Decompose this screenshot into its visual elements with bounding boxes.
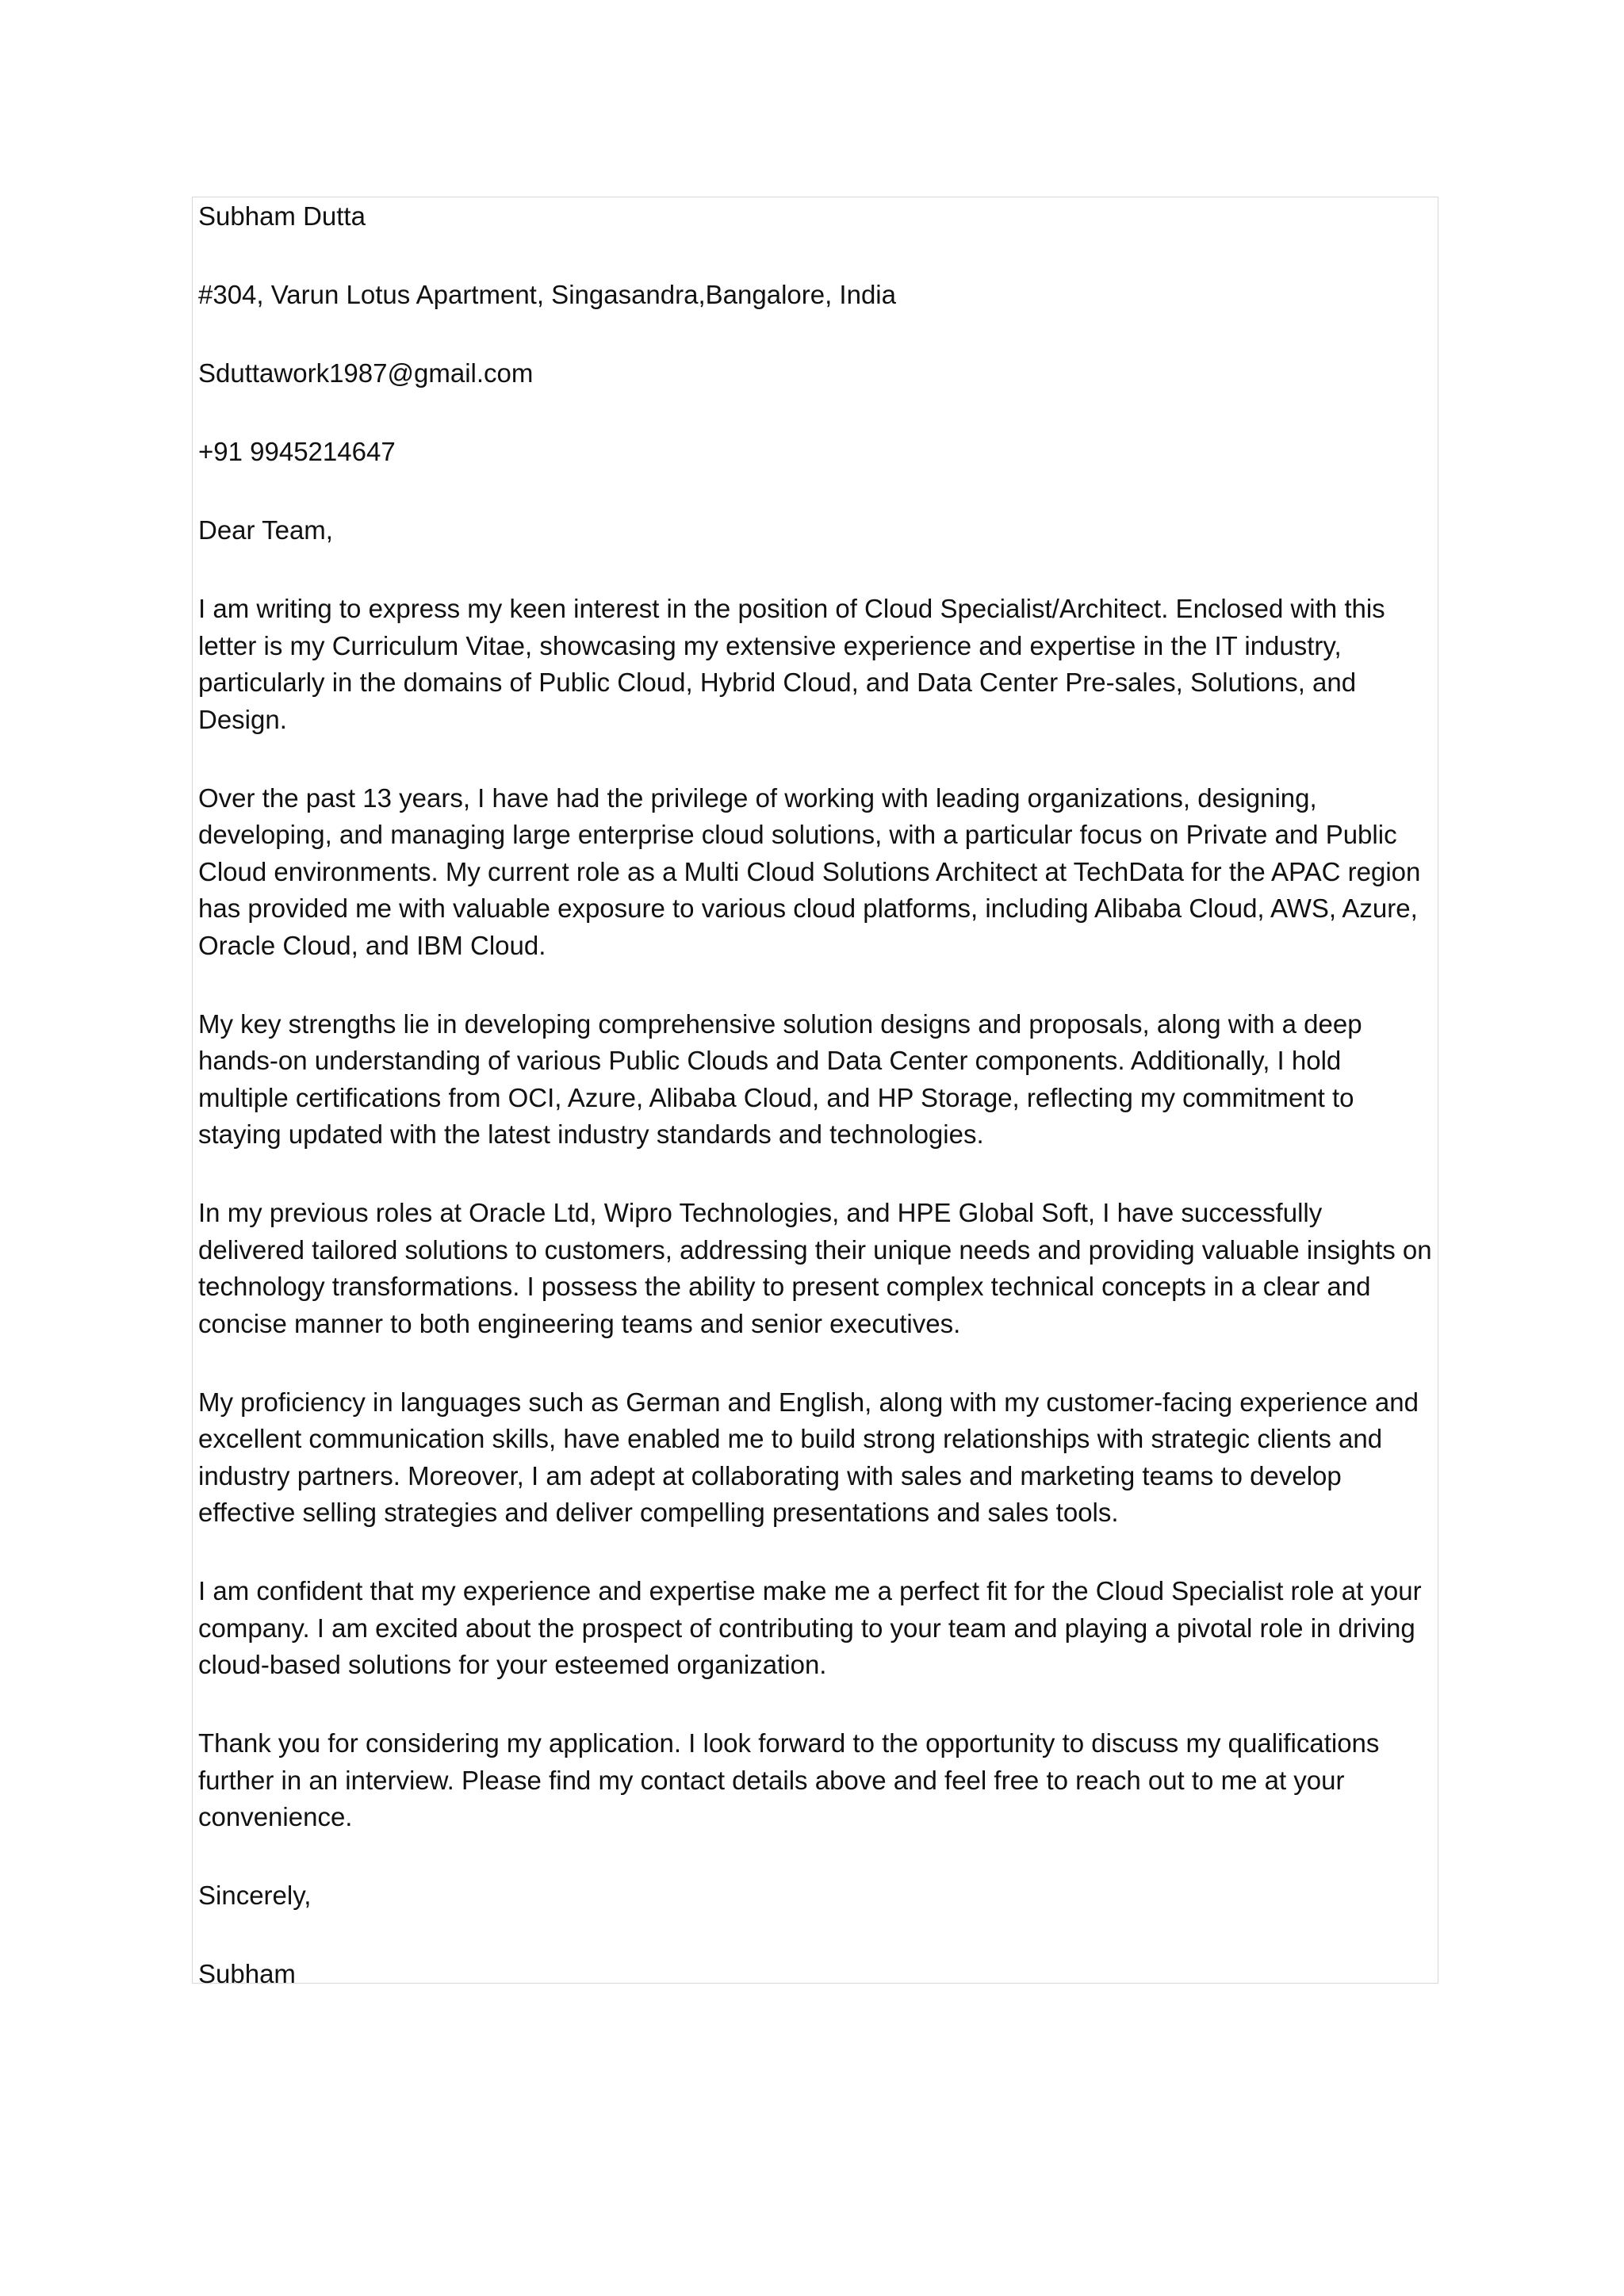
paragraph-languages: My proficiency in languages such as German and English, along with my customer-facing experience and excellent communication skills, have enabled me to build strong relationships with strategic clients and industry partners. Moreover, I am adept at collaborating with sales and marketing teams to develop effective selling strategies and deliver compelling presentations and sales tools. (198, 1387, 1419, 1527)
paragraph-intro: I am writing to express my keen interest in the position of Cloud Specialist/Architect. Enclosed with this letter is my Curriculum Vitae, showcasing my extensive experience and expertise in the IT industry, particularly in the domains of Public Cloud, Hybrid Cloud, and Data Center Pre-sales, Solutions, and Design. (198, 594, 1385, 734)
paragraph-strengths: My key strengths lie in developing comprehensive solution designs and proposals, along with a deep hands-on understanding of various Public Clouds and Data Center components. Additionally, I hold multiple certifications from OCI, Azure, Alibaba Cloud, and HP Storage, reflecting my commitment to staying updated with the latest industry standards and technologies. (198, 1008, 1362, 1149)
sender-phone: +91 9945214647 (198, 437, 396, 466)
sender-name: Subham Dutta (198, 201, 366, 231)
paragraph-experience: Over the past 13 years, I have had the privilege of working with leading organizations, designing, developing, and managing large enterprise cloud solutions, with a particular focus on Private and Public Cloud environments. My current role as a Multi Cloud Solutions Architect at TechData for the APAC region has provided me with valuable exposure to various cloud platforms, including Alibaba Cloud, AWS, Azure, Oracle Cloud, and IBM Cloud. (198, 783, 1421, 960)
cover-letter (198, 198, 1432, 1993)
signature: Subham (198, 1959, 296, 1988)
closing: Sincerely, (198, 1881, 312, 1910)
sender-email: Sduttawork1987@gmail.com (198, 358, 534, 388)
salutation: Dear Team, (198, 515, 333, 545)
paragraph-confidence: I am confident that my experience and expertise make me a perfect fit for the Cloud Specialist role at your company. I am excited about the prospect of contributing to your team and playing a pivotal role in driving cloud-based solutions for your esteemed organization. (198, 1576, 1422, 1679)
sender-address: #304, Varun Lotus Apartment, Singasandra,Bangalore, India (198, 280, 896, 309)
paragraph-previous-roles: In my previous roles at Oracle Ltd, Wipro Technologies, and HPE Global Soft, I have successfully delivered tailored solutions to customers, addressing their unique needs and providing valuable insights on technology transformations. I possess the ability to present complex technical concepts in a clear and concise manner to both engineering teams and senior executives. (198, 1198, 1432, 1338)
paragraph-thanks: Thank you for considering my application. I look forward to the opportunity to discuss my qualifications further in an interview. Please find my contact details above and feel free to reach out to me at your convenience. (198, 1728, 1380, 1831)
